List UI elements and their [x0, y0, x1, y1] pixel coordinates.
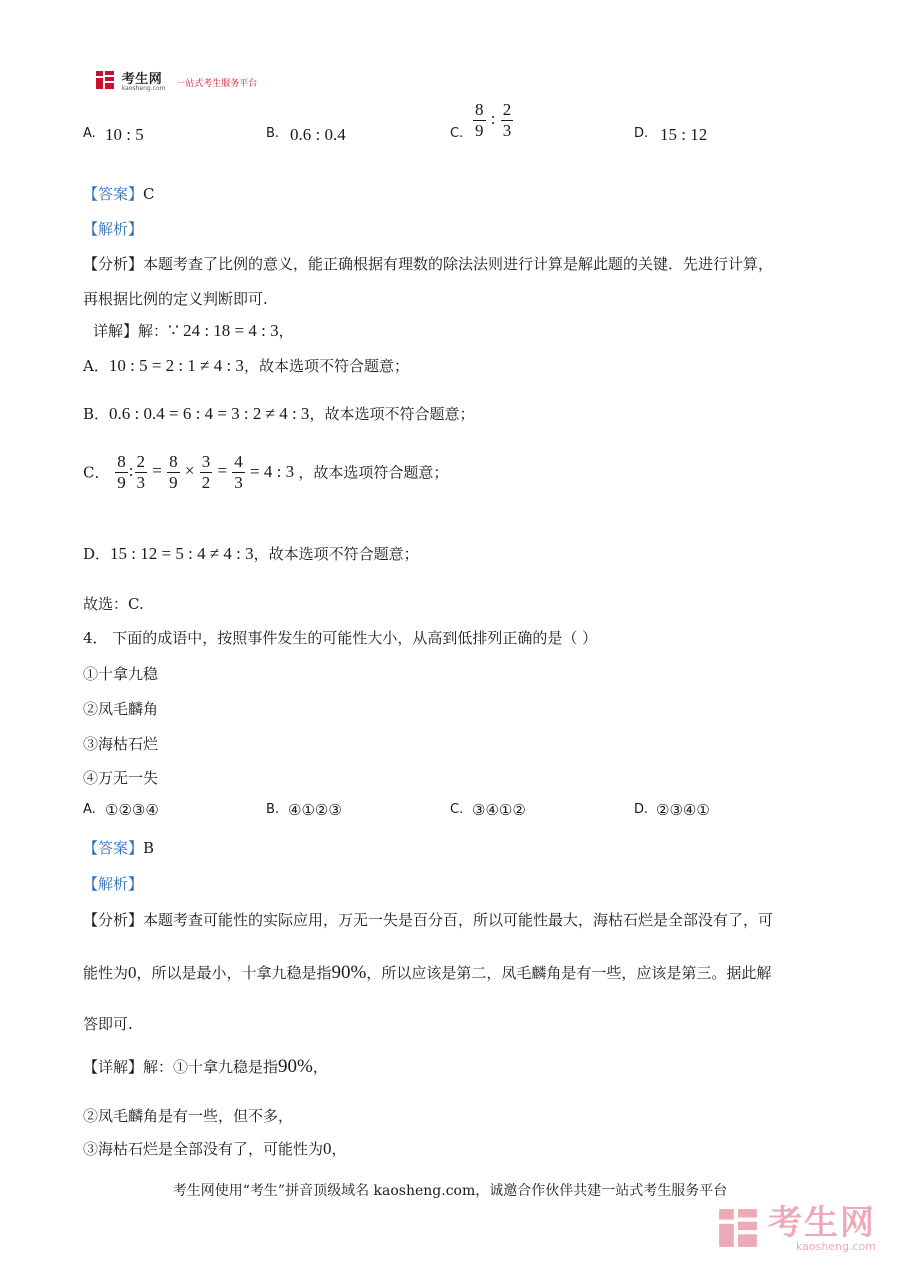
q4-option-a-label: A. — [83, 802, 96, 817]
watermark-name: 考生网 — [768, 1203, 876, 1243]
q3-line-b — [83, 403, 474, 424]
q4-stem: 4． 下面的成语中，按照事件发生的可能性大小，从高到低排列正确的是（ ） — [83, 629, 598, 647]
watermark — [717, 1203, 876, 1253]
text-segment: ， — [312, 1058, 328, 1076]
q3-analysis-tag: 【解析】 — [83, 220, 144, 238]
equals: = — [217, 460, 228, 480]
answer-value: B — [143, 839, 155, 857]
line-label: A． — [83, 357, 109, 375]
q3-answer-line — [83, 183, 155, 204]
line-text: ，故本选项不符合题意； — [253, 545, 419, 563]
frac-numerator: 8 — [475, 100, 484, 119]
line-label: D． — [83, 545, 111, 563]
frac-denominator: 9 — [475, 120, 484, 140]
frac-numerator: 8 — [169, 452, 178, 471]
header-logo — [95, 70, 257, 96]
line-text: ，故本选项符合题意； — [298, 463, 449, 482]
q4-option-a-value: ①②③④ — [105, 801, 159, 819]
q3-option-a-label: A. — [83, 126, 96, 141]
q4-fenxi-line1 — [83, 909, 773, 930]
q3-option-c-value — [472, 100, 514, 140]
frac-denominator: 9 — [169, 472, 178, 492]
q4-item-1: ①十拿九稳 — [83, 665, 159, 683]
q3-option-c-label: C. — [450, 126, 464, 141]
logo-domain: kaosheng.com — [121, 84, 166, 92]
q4-option-c-value: ③④①② — [472, 801, 526, 819]
value-zero: 0 — [323, 1139, 332, 1158]
xiangjie-tag: 【详解】 — [83, 1058, 144, 1076]
colon: : — [128, 460, 134, 480]
q3-option-d-value: 15 : 12 — [660, 125, 708, 144]
fenxi-tag: 【分析】 — [83, 255, 144, 273]
frac-numerator: 2 — [136, 452, 145, 471]
q4-fenxi-line2 — [83, 962, 771, 984]
value-percent: 90% — [331, 962, 367, 983]
value-percent: 90% — [278, 1056, 313, 1077]
frac-numerator: 3 — [201, 452, 211, 471]
text-segment: ③海枯石烂是全部没有了，可能性为 — [83, 1140, 324, 1158]
xiangjie-suffix: ， — [278, 322, 294, 340]
colon: : — [490, 108, 496, 128]
q4-xiangjie-line2: ②凤毛麟角是有一些，但不多， — [83, 1107, 294, 1125]
q3-fenxi-line2: 再根据比例的定义判断即可. — [83, 290, 268, 308]
q3-option-d-label: D. — [634, 126, 649, 141]
q3-xiangjie — [93, 320, 294, 341]
line-math: 0.6 : 0.4 = 6 : 4 = 3 : 2 ≠ 4 : 3 — [109, 404, 310, 423]
q4-option-c-label: C. — [450, 802, 464, 817]
logo-slogan: 一站式考生服务平台 — [176, 78, 258, 89]
q4-option-b-value: ④①②③ — [288, 801, 342, 819]
q4-answer-line — [83, 837, 154, 858]
q3-option-b-value: 0.6 : 0.4 — [290, 125, 346, 144]
q3-line-a — [83, 355, 409, 376]
watermark-domain: kaosheng.com — [795, 1240, 876, 1253]
answer-value: C — [143, 185, 155, 203]
logo-name: 考生网 — [121, 71, 163, 87]
value-zero: 0 — [128, 963, 137, 982]
q3-line-d — [83, 543, 419, 564]
equals: = — [152, 460, 162, 480]
frac-denominator: 9 — [117, 472, 126, 492]
page-footer: 考生网使用“考生”拼音顶级域名 kaosheng.com，诚邀合作伙伴共建一站式考生服务平台 — [172, 1183, 728, 1199]
q4-fenxi-line3: 答即可. — [83, 1015, 133, 1033]
frac-numerator: 8 — [117, 452, 126, 471]
line-text: ，故本选项不符合题意； — [309, 405, 475, 423]
line-text: ，故本选项不符合题意； — [243, 357, 409, 375]
q4-item-3: ③海枯石烂 — [83, 735, 159, 753]
text-segment: 解：①十拿九稳是指 — [143, 1058, 279, 1076]
text-segment: ，所以应该是第二，凤毛麟角是有一些，应该是第三。据此解 — [366, 964, 772, 982]
fenxi-text: 本题考查了比例的意义，能正确根据有理数的除法法则进行计算是解此题的关键．先进行计算， — [143, 255, 774, 273]
kaosheng-logo-icon — [95, 70, 115, 94]
q3-option-b-label: B. — [266, 126, 280, 141]
line-math: 10 : 5 = 2 : 1 ≠ 4 : 3 — [108, 356, 244, 375]
fenxi-text: 本题考查可能性的实际应用，万无一失是百分百，所以可能性最大，海枯石烂是全部没有了，可 — [143, 911, 774, 929]
q3-line-c — [83, 452, 448, 492]
frac-denominator: 3 — [234, 472, 243, 492]
frac-denominator: 3 — [136, 472, 145, 492]
q4-analysis-tag: 【解析】 — [83, 875, 144, 893]
text-segment: 能性为 — [83, 964, 129, 982]
xiangjie-math: ∵ 24 : 18 = 4 : 3 — [168, 321, 279, 340]
q4-item-2: ②凤毛麟角 — [83, 700, 159, 718]
q4-xiangjie-line1 — [83, 1056, 328, 1078]
answer-tag: 【答案】 — [83, 185, 144, 203]
q3-option-a-value: 10 : 5 — [105, 125, 144, 144]
q3-fenxi-line1 — [83, 253, 773, 274]
frac-numerator: 2 — [502, 100, 512, 119]
times: × — [184, 460, 195, 480]
line-label: C． — [83, 463, 110, 482]
fenxi-tag: 【分析】 — [83, 911, 144, 929]
q3-conclusion: 故选：C. — [83, 595, 144, 613]
line-math: 15 : 12 = 5 : 4 ≠ 4 : 3 — [110, 544, 254, 563]
xiangjie-prefix: 详解】解： — [93, 322, 169, 340]
frac-denominator: 3 — [502, 120, 512, 140]
text-segment: ，所以是最小，十拿九稳是指 — [136, 964, 332, 982]
answer-tag: 【答案】 — [83, 839, 144, 857]
kaosheng-watermark-icon — [717, 1207, 759, 1253]
q4-option-b-label: B. — [266, 802, 280, 817]
text-segment: ， — [331, 1140, 347, 1158]
frac-denominator: 2 — [201, 472, 211, 492]
q4-xiangjie-line3 — [83, 1138, 347, 1159]
q4-option-d-value: ②③④① — [656, 801, 710, 819]
q4-item-4: ④万无一失 — [83, 769, 159, 787]
q4-option-d-label: D. — [634, 802, 649, 817]
line-tail: = 4 : 3 — [250, 462, 295, 482]
frac-numerator: 4 — [234, 452, 243, 471]
line-label: B． — [83, 405, 110, 423]
